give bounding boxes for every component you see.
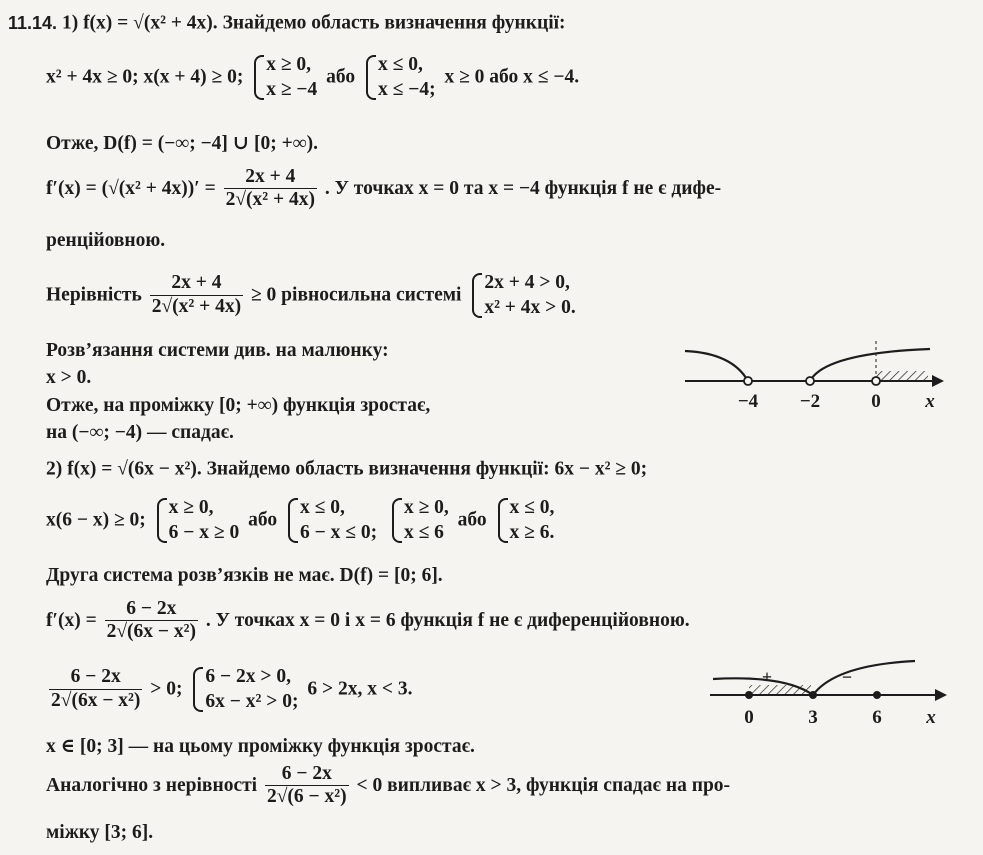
point-0 <box>872 377 880 385</box>
point-3 <box>809 691 817 699</box>
part2-domain-phrase: Знайдемо область визначення функції: 6x − x² ≥ 0; <box>206 458 648 480</box>
hatched-region-2 <box>749 685 811 695</box>
part1-solution-ref: Розв’язання системи див. на малюнку: <box>46 340 389 361</box>
part2-system-5: 6 − 2x > 0, 6x − x² > 0; <box>191 664 298 715</box>
part2-ineq-right: > 0; <box>150 678 183 700</box>
part1-system-3: 2x + 4 > 0, x² + 4x > 0. <box>470 270 575 321</box>
point-neg4 <box>744 377 752 385</box>
line-part2-ineq <box>46 664 412 715</box>
part1-deriv-text2: ренційовною. <box>46 230 166 251</box>
hatched-region <box>876 371 928 381</box>
part1-deriv-fraction: $\frac{2x + 4}{\text{2√(x² + 4x)}}$ <box>225 166 315 211</box>
line-part2-deriv <box>46 598 690 644</box>
part1-conclusion-2: на (−∞; −4) — спадає. <box>46 422 234 443</box>
part2-or-2: або <box>457 509 487 531</box>
part2-ineq-result: 6 > 2x, x < 3. <box>307 678 413 700</box>
part1-answer: x > 0. <box>46 367 92 388</box>
part2-label: 2) <box>46 458 63 480</box>
tick-label-0b: 0 <box>744 707 754 728</box>
part1-ineq-right: ≥ 0 рівносильна системі <box>250 284 462 306</box>
line-deriv1 <box>46 166 721 212</box>
part1-ineq-label: Нерівність <box>46 284 142 306</box>
part2-deriv-left: f′(x) = <box>46 609 97 631</box>
plus-sign: + <box>761 667 773 687</box>
point-neg2 <box>806 377 814 385</box>
part1-number-line <box>680 335 950 415</box>
part1-system-1: x ≥ 0, x ≥ −4 <box>252 52 317 103</box>
part1-label: 1) <box>61 12 79 34</box>
curve-left <box>685 351 748 381</box>
part1-or: або <box>326 66 356 88</box>
point-6 <box>873 691 881 699</box>
tick-label-6: 6 <box>872 707 882 728</box>
part2-domain: Друга система розв’язків не має. D(f) = [0; 6]. <box>46 565 443 586</box>
line-2 <box>46 52 579 103</box>
part2-analog-text: < 0 випливає x > 3, функція спадає на про- <box>356 774 731 796</box>
part2-or-1: або <box>248 509 278 531</box>
curve-down <box>813 661 915 695</box>
part1-result: x ≥ 0 або x ≤ −4. <box>444 66 580 88</box>
point-0b <box>745 691 753 699</box>
part2-number-line <box>705 655 955 735</box>
part2-analog-fraction: $\frac{6 - 2x}{\text{2√(6 − x²)}}$ <box>266 763 347 808</box>
part2-system-3: x ≥ 0, x ≤ 6 <box>390 495 449 546</box>
tick-label-neg2: −2 <box>799 391 821 412</box>
part1-ineq-fraction: $\frac{2x + 4}{\text{2√(x² + 4x)}}$ <box>151 272 242 317</box>
part2-system-2: x ≤ 0, 6 − x ≤ 0; <box>286 495 377 546</box>
part2-ineq-left: x(6 − x) ≥ 0; <box>46 509 146 531</box>
part1-conclusion-1: Отже, на проміжку [0; +∞) функція зростає, <box>46 395 431 416</box>
part1-system-2: x ≤ 0, x ≤ −4; <box>364 52 436 103</box>
line-ineq1 <box>46 270 580 321</box>
axis-arrow-2 <box>935 689 947 701</box>
part2-system-1: x ≥ 0, 6 − x ≥ 0 <box>155 495 240 546</box>
part1-deriv-text: . У точках x = 0 та x = −4 функція f не є дифе- <box>324 177 722 199</box>
part1-domain-phrase: Знайдемо область визначення функції: <box>222 12 566 34</box>
part1-deriv-left: f′(x) = (√(x² + 4x))′ = <box>46 177 216 199</box>
axis-arrow <box>932 375 944 387</box>
part2-deriv-text: . У точках x = 0 і x = 6 функція f не є диференційовною. <box>205 609 690 631</box>
problem-number: 11.14. <box>8 13 58 34</box>
axis-var-label: x <box>925 391 935 412</box>
line-part2-head <box>46 458 647 481</box>
part2-system-4: x ≤ 0, x ≥ 6. <box>496 495 555 546</box>
part1-domain: Отже, D(f) = (−∞; −4] ∪ [0; +∞). <box>46 133 319 154</box>
tick-label-3: 3 <box>808 707 818 728</box>
axis-var-label-2: x <box>926 707 936 728</box>
part2-ineq-fraction: $\frac{6 - 2x}{\text{2√(6x − x²)}}$ <box>51 666 141 711</box>
part2-analog-label: Аналогічно з нерівності <box>46 774 258 796</box>
part2-function: f(x) = √(6x − x²). <box>67 458 202 480</box>
minus-sign: − <box>841 667 853 687</box>
line-part2-systems <box>46 495 558 546</box>
part1-function: f(x) = √(x² + 4x). <box>83 12 218 34</box>
tick-label-neg4: −4 <box>737 391 759 412</box>
line-1 <box>8 12 566 35</box>
part2-interval: x ∈ [0; 3] — на цьому проміжку функція зростає. <box>46 736 475 757</box>
part2-analog-text2: міжку [3; 6]. <box>46 822 154 843</box>
part1-ineq-left: x² + 4x ≥ 0; x(x + 4) ≥ 0; <box>46 66 244 88</box>
part2-deriv-fraction: $\frac{6 - 2x}{\text{2√(6x − x²)}}$ <box>106 598 196 643</box>
line-part2-analog <box>46 763 730 809</box>
tick-label-0: 0 <box>871 391 881 412</box>
